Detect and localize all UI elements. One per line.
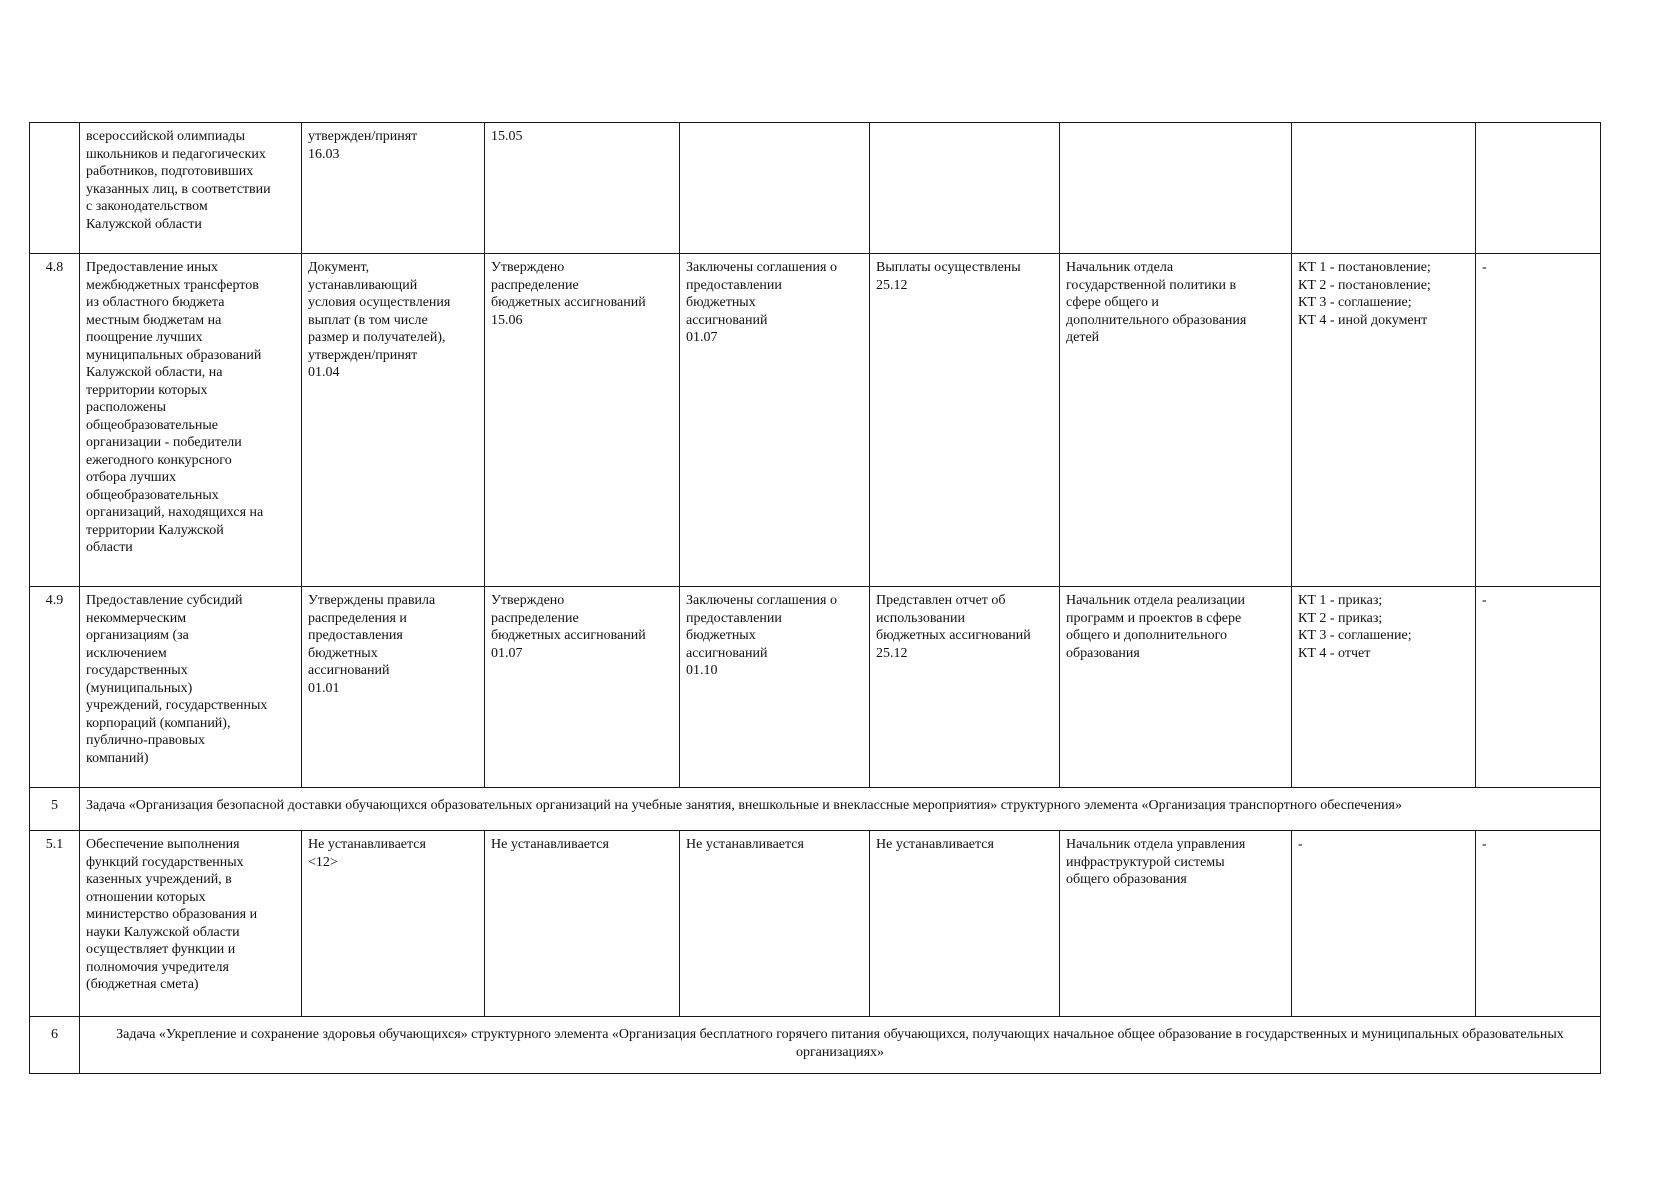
control-point-3 — [680, 123, 870, 254]
table-row — [30, 123, 1601, 254]
task-row — [30, 1017, 1601, 1074]
row-number — [30, 123, 80, 254]
row-number: 5.1 — [30, 831, 80, 1017]
responsible-person: Начальник отдела государственной политики в сфере общего и дополнительного образования детей — [1060, 254, 1292, 587]
row-number: 4.8 — [30, 254, 80, 587]
task-number: 5 — [30, 788, 80, 831]
control-point-4: Представлен отчет об использовании бюджетных ассигнований 25.12 — [870, 587, 1060, 788]
control-point-4 — [870, 123, 1060, 254]
control-point-1: Утверждены правила распределения и предоставления бюджетных ассигнований 01.01 — [302, 587, 485, 788]
responsible-person: Начальник отдела реализации программ и проектов в сфере общего и дополнительного образования — [1060, 587, 1292, 788]
control-point-document-types: КТ 1 - приказ; КТ 2 - приказ; КТ 3 - соглашение; КТ 4 - отчет — [1292, 587, 1476, 788]
control-point-4: Не устанавливается — [870, 831, 1060, 1017]
row-number: 4.9 — [30, 587, 80, 788]
control-point-document-types: - — [1292, 831, 1476, 1017]
control-point-1: Не устанавливается <12> — [302, 831, 485, 1017]
control-point-3: Не устанавливается — [680, 831, 870, 1017]
control-point-document-types — [1292, 123, 1476, 254]
info-system — [1476, 123, 1601, 254]
control-points-table — [29, 122, 1601, 1074]
event-name: всероссийской олимпиады школьников и педагогических работников, подготовивших указанных лиц, в соответствии с законодательством Калужской области — [80, 123, 302, 254]
control-point-1: Документ, устанавливающий условия осуществления выплат (в том числе размер и получателей), утвержден/принят 01.04 — [302, 254, 485, 587]
control-point-2: Не устанавливается — [485, 831, 680, 1017]
responsible-person — [1060, 123, 1292, 254]
event-name: Предоставление субсидий некоммерческим организациям (за исключением государственных (муниципальных) учреждений, государственных корпораций (компаний), публично-правовых компаний) — [80, 587, 302, 788]
info-system: - — [1476, 831, 1601, 1017]
info-system: - — [1476, 254, 1601, 587]
table-row — [30, 831, 1601, 1017]
task-number: 6 — [30, 1017, 80, 1074]
control-point-4: Выплаты осуществлены 25.12 — [870, 254, 1060, 587]
table-row — [30, 254, 1601, 587]
event-name: Обеспечение выполнения функций государственных казенных учреждений, в отношении которых министерство образования и науки Калужской области осуществляет функции и полномочия учредителя (бюджетная смета) — [80, 831, 302, 1017]
responsible-person: Начальник отдела управления инфраструктурой системы общего образования — [1060, 831, 1292, 1017]
control-point-3: Заключены соглашения о предоставлении бюджетных ассигнований 01.07 — [680, 254, 870, 587]
control-point-3: Заключены соглашения о предоставлении бюджетных ассигнований 01.10 — [680, 587, 870, 788]
control-point-2: Утверждено распределение бюджетных ассигнований 01.07 — [485, 587, 680, 788]
table-row — [30, 587, 1601, 788]
control-point-1: утвержден/принят 16.03 — [302, 123, 485, 254]
control-point-2: 15.05 — [485, 123, 680, 254]
task-description: Задача «Укрепление и сохранение здоровья обучающихся» структурного элемента «Организация бесплатного горячего питания обучающихся, получающих начальное общее образование в государственных и муниципальных образовательных организациях» — [80, 1017, 1601, 1074]
task-row — [30, 788, 1601, 831]
control-point-2: Утверждено распределение бюджетных ассигнований 15.06 — [485, 254, 680, 587]
info-system: - — [1476, 587, 1601, 788]
control-point-document-types: КТ 1 - постановление; КТ 2 - постановление; КТ 3 - соглашение; КТ 4 - иной документ — [1292, 254, 1476, 587]
event-name: Предоставление иных межбюджетных трансфертов из областного бюджета местным бюджетам на поощрение лучших муниципальных образований Калужской области, на территории которых расположены общеобразовательные организации - победители ежегодного конкурсного отбора лучших общеобразовательных организаций, находящихся на территории Калужской области — [80, 254, 302, 587]
task-description: Задача «Организация безопасной доставки обучающихся образовательных организаций на учебные занятия, внешкольные и внеклассные мероприятия» структурного элемента «Организация транспортного обеспечения» — [80, 788, 1601, 831]
